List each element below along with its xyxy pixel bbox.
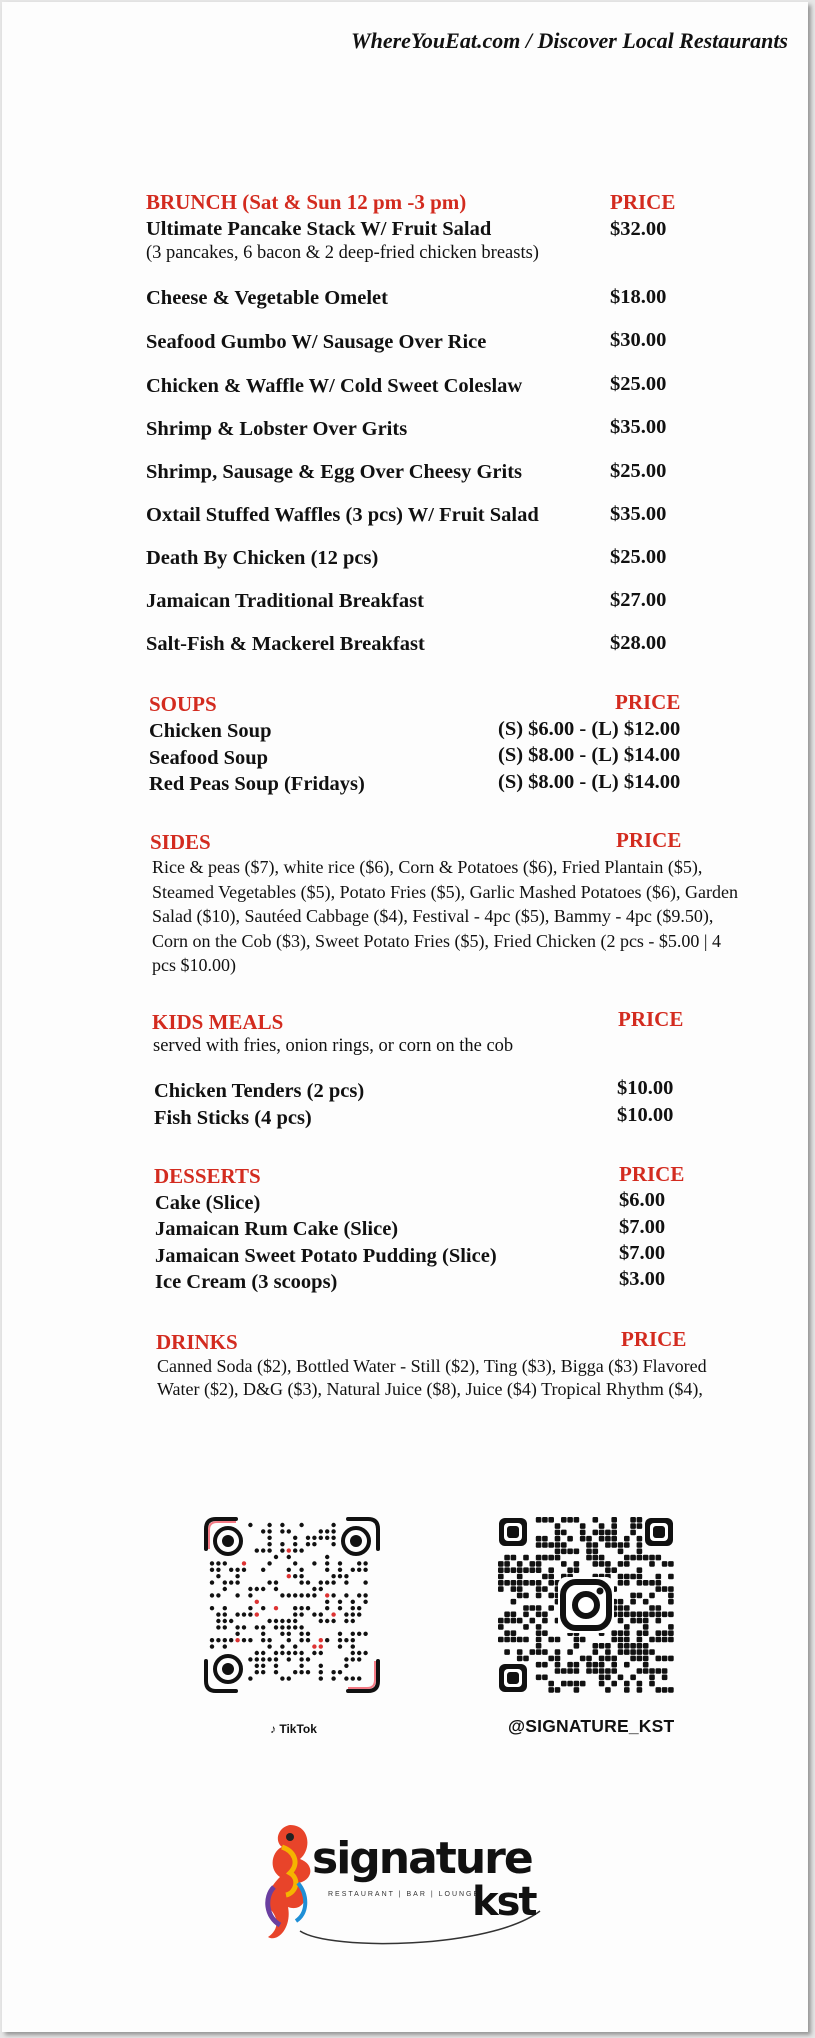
- dessert-item-price: $6.00: [619, 1189, 666, 1211]
- dessert-item-price: $3.00: [619, 1268, 666, 1290]
- logo-wordmark-kst: kst: [472, 1879, 536, 1925]
- dessert-item-name: Cake (Slice): [155, 1192, 261, 1214]
- brunch-item-name: Shrimp, Sausage & Egg Over Cheesy Grits: [146, 461, 523, 483]
- dessert-item-name: Jamaican Rum Cake (Slice): [155, 1218, 399, 1240]
- soup-item-name: Red Peas Soup (Fridays): [149, 773, 365, 795]
- brunch-item-name: Salt-Fish & Mackerel Breakfast: [146, 633, 425, 655]
- brunch-item-price: $25.00: [610, 460, 667, 482]
- desserts-price-heading: PRICE: [619, 1162, 685, 1186]
- tiktok-label: ♪ TikTok: [270, 1722, 317, 1736]
- soups-price-heading: PRICE: [615, 690, 681, 714]
- brunch-item-price: $25.00: [610, 546, 667, 568]
- kids-item-name: Chicken Tenders (2 pcs): [154, 1080, 365, 1102]
- brunch-item-price: $30.00: [610, 329, 667, 351]
- brunch-item-price: $35.00: [610, 416, 667, 438]
- brunch-item-name: Cheese & Vegetable Omelet: [146, 287, 388, 309]
- soup-item-name: Chicken Soup: [149, 720, 272, 742]
- instagram-qr-code[interactable]: [496, 1515, 676, 1695]
- desserts-heading: DESSERTS: [154, 1164, 261, 1188]
- watermark: WhereYouEat.com / Discover Local Restaurants: [351, 28, 788, 53]
- soup-item-price: (S) $8.00 - (L) $14.00: [498, 771, 681, 793]
- brunch-item-price: $18.00: [610, 286, 667, 308]
- tiktok-qr-code[interactable]: [202, 1515, 382, 1695]
- brunch-item-name: Jamaican Traditional Breakfast: [146, 590, 424, 612]
- sides-price-heading: PRICE: [616, 828, 682, 852]
- logo-wordmark: signature: [312, 1833, 532, 1884]
- brunch-item-note: (3 pancakes, 6 bacon & 2 deep-fried chicken breasts): [146, 243, 539, 263]
- dessert-item-price: $7.00: [619, 1216, 666, 1238]
- brunch-item-price: $35.00: [610, 503, 667, 525]
- drinks-price-heading: PRICE: [621, 1327, 687, 1351]
- restaurant-logo: [260, 1817, 580, 1957]
- drinks-heading: DRINKS: [156, 1330, 238, 1354]
- brunch-item-price: $27.00: [610, 589, 667, 611]
- kids-item-name: Fish Sticks (4 pcs): [154, 1107, 312, 1129]
- brunch-item-name: Seafood Gumbo W/ Sausage Over Rice: [146, 331, 487, 353]
- sides-list: Rice & peas ($7), white rice ($6), Corn & Potatoes ($6), Fried Plantain ($5), Steamed Vegetables ($5), Potato Fries ($5), Garlic Mashed Potatoes ($6), Garden Salad ($10), Sautéed Cabbage ($4), Festival - 4pc ($5), Bammy - 4pc ($9.50), Corn on the Cob ($3), Sweet Potato Fries ($5), Fried Chicken (2 pcs - $5.00 | 4 pcs $10.00): [152, 857, 739, 975]
- brunch-item-name: Shrimp & Lobster Over Grits: [146, 418, 408, 440]
- brunch-item-name: Oxtail Stuffed Waffles (3 pcs) W/ Fruit Salad: [146, 504, 539, 526]
- brunch-item-name: Ultimate Pancake Stack W/ Fruit Salad: [146, 218, 492, 240]
- brunch-item-price: $32.00: [610, 218, 667, 240]
- sides-heading: SIDES: [150, 830, 211, 854]
- dessert-item-name: Ice Cream (3 scoops): [155, 1271, 338, 1293]
- kids-item-price: $10.00: [617, 1077, 674, 1099]
- logo-tagline: RESTAURANT | BAR | LOUNGE: [328, 1891, 481, 1898]
- soup-item-price: (S) $8.00 - (L) $14.00: [498, 744, 681, 766]
- brunch-item-price: $28.00: [610, 632, 667, 654]
- kids-item-price: $10.00: [617, 1104, 674, 1126]
- soup-item-price: (S) $6.00 - (L) $12.00: [498, 718, 681, 740]
- kids-heading: KIDS MEALS: [152, 1010, 284, 1034]
- kids-price-heading: PRICE: [618, 1007, 684, 1031]
- soup-item-name: Seafood Soup: [149, 747, 269, 769]
- brunch-item-name: Death By Chicken (12 pcs): [146, 547, 379, 569]
- instagram-handle: @SIGNATURE_KST: [508, 1716, 675, 1736]
- brunch-item-price: $25.00: [610, 373, 667, 395]
- dessert-item-price: $7.00: [619, 1242, 666, 1264]
- dessert-item-name: Jamaican Sweet Potato Pudding (Slice): [155, 1245, 497, 1267]
- soups-heading: SOUPS: [149, 692, 217, 716]
- brunch-item-name: Chicken & Waffle W/ Cold Sweet Coleslaw: [146, 375, 523, 397]
- brunch-heading: BRUNCH (Sat & Sun 12 pm -3 pm): [146, 190, 467, 214]
- drinks-list: Canned Soda ($2), Bottled Water - Still ($2), Ting ($3), Bigga ($3) Flavored Water ($2), D&G ($3), Natural Juice ($8), Juice ($4) Tropical Rhythm ($4),: [157, 1356, 707, 1399]
- tiktok-icon: ♪: [270, 1722, 276, 1736]
- kids-note: served with fries, onion rings, or corn on the cob: [153, 1036, 514, 1056]
- brunch-price-heading: PRICE: [610, 190, 676, 214]
- menu-page: [2, 2, 808, 2032]
